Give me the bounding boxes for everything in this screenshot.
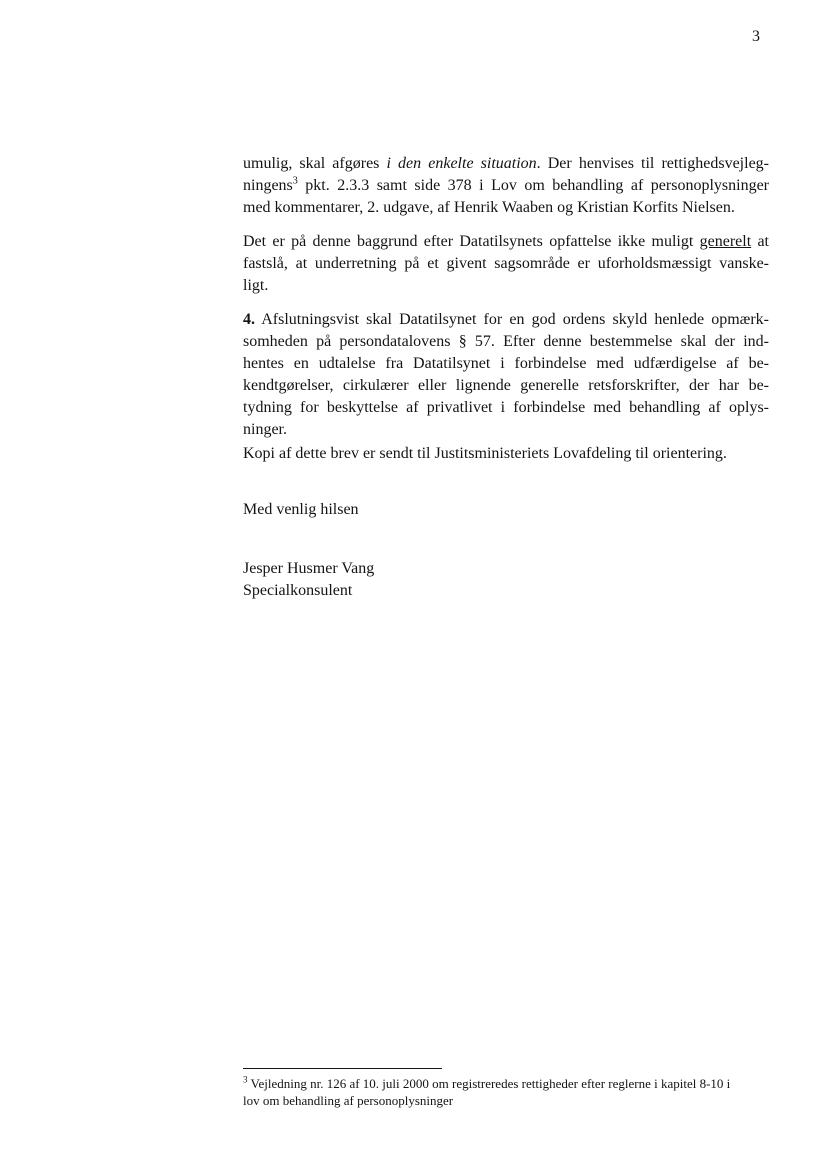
footnote-line: lov om behandling af personoplysninger <box>243 1093 454 1108</box>
paragraph-line: fastslå, at underretning på et givent sagsområde er uforholdsmæssigt vanske- <box>243 255 769 272</box>
page-number: 3 <box>752 28 760 45</box>
text-run: Vejledning nr. 126 af 10. juli 2000 om registreredes rettigheder efter reglerne i kapitel 8-10 i <box>247 1076 731 1091</box>
paragraph-line <box>243 175 769 197</box>
paragraph-line: Kopi af dette brev er sendt til Justitsministeriets Lovafdeling til orientering. <box>243 445 727 462</box>
paragraph-line: ligt. <box>243 277 269 294</box>
footnote-reference: 3 <box>292 175 298 187</box>
paragraph-assessment <box>243 231 769 297</box>
paragraph-line <box>243 309 769 331</box>
signature-title: Specialkonsulent <box>243 582 353 599</box>
text-run: Afslutningsvist skal Datatilsynet for en god ordens skyld henlede opmærk- <box>255 311 769 328</box>
paragraph-line: ninger. <box>243 421 287 438</box>
closing-salutation <box>243 499 769 521</box>
paragraph-line: kendtgørelser, cirkulærer eller lignende generelle retsforskrifter, der har be- <box>243 377 769 394</box>
italic-phrase: i den enkelte situation <box>386 155 537 172</box>
paragraph-line: tydning for beskyttelse af privatlivet i forbindelse med behandling af oplys- <box>243 399 769 416</box>
paragraph-reference <box>243 153 769 219</box>
paragraph-line: hentes en udtalelse fra Datatilsynet i forbindelse med udfærdigelse af be- <box>243 355 769 372</box>
paragraph-line <box>243 231 769 253</box>
text-run: umulig, skal afgøres <box>243 155 387 172</box>
text-run: pkt. 2.3.3 samt side 378 i Lov om behandling af personoplysninger <box>297 177 769 194</box>
signature-block <box>243 558 769 602</box>
section-number: 4. <box>243 311 255 328</box>
paragraph-copy-note <box>243 443 769 465</box>
footnote-separator <box>243 1068 442 1069</box>
signature-name: Jesper Husmer Vang <box>243 560 375 577</box>
paragraph-line <box>243 153 769 175</box>
salutation-line: Med venlig hilsen <box>243 501 359 518</box>
text-run: . Der henvises til rettighedsvejleg- <box>536 155 769 172</box>
footnote <box>243 1075 769 1109</box>
text-run: at <box>751 233 770 250</box>
text-run: Det er på denne baggrund efter Datatilsynets opfattelse ikke muligt <box>243 233 700 250</box>
paragraph-line: med kommentarer, 2. udgave, af Henrik Waaben og Kristian Korfits Nielsen. <box>243 199 735 216</box>
paragraph-point-4 <box>243 309 769 441</box>
text-run: ningens <box>243 177 293 194</box>
footnote-marker: 3 <box>243 1074 248 1085</box>
underlined-word: generelt <box>699 233 752 250</box>
footnote-line <box>243 1075 769 1092</box>
paragraph-line: somheden på persondatalovens § 57. Efter denne bestemmelse skal der ind- <box>243 333 769 350</box>
